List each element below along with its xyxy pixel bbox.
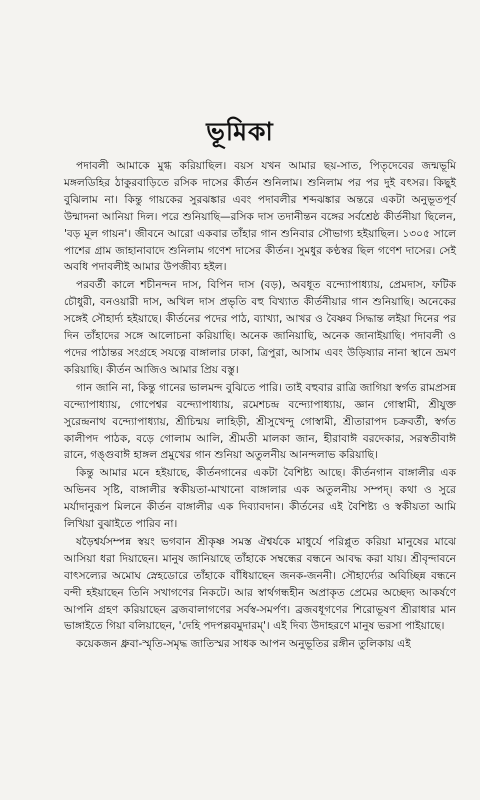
paragraph-3: গান জানি না, কিন্তু গানের ভালমন্দ বুঝিতে পারি। তাই বহুবার রাত্রি জাগিয়া স্বর্গত রামপ্রসন্ন বন্দ্যোপাধ্যায়, গোপেশ্বর বন্দ্যোপাধ্যায়, রমেশচন্দ্র বন্দ্যোপাধ্যায়, জ্ঞান গোস্বামী, শ্রীযুক্ত সুরেন্দ্রনাথ বন্দ্যোপাধ্যায়, শ্রীচিন্ময় লাহিড়ী, শ্রীসুখেন্দু গোস্বামী, শ্রীতারাপদ চক্রবর্তী, স্বর্গত কালীপদ পাঠক, বড়ে গোলাম আলি, শ্রীমতী মালকা জান, হীরাবাঈ বরদেকার, সরস্বতীবাঈ রানে, গঙ্গুবাঈ হাঙ্গল প্রমুখের গান শুনিয়া অতুলনীয় আনন্দলাভ করিয়াছি। bbox=[64, 381, 456, 462]
paragraph-5: ষড়ৈশ্বর্যসম্পন্ন স্বয়ং ভগবান শ্রীকৃষ্ণ সমস্ত ঐশ্বর্যকে মাধুর্যে পরিপ্লুত করিয়া মানুষের মাঝে আসিয়া ধরা দিয়াছেন। মানুষ জানিয়াছে তাঁহাকে সম্বন্ধের বন্ধনে আবদ্ধ করা যায়। শ্রীবৃন্দাবনে বাৎসল্যের অমোঘ স্নেহডোরে তাঁহাকে বাঁধিয়াছেন জনক-জননী। সৌহার্দ্যের অবিচ্ছিন্ন বন্ধনে বন্দী হইয়াছেন তিনি সখাগণের নিকটে। আর স্বার্থগন্ধহীন অপ্রাকৃত প্রেমের অচ্ছেদ্য আকর্ষণে আপনি গ্রহণ করিয়াছেন ব্রজবালাগণের সর্বস্ব-সমর্পণ। ব্রজবধূগণের শিরোভূষণ শ্রীরাধার মান ভাঙ্গাইতে গিয়া বলিয়াছেন, 'দেহি পদপল্লবমুদারম্'। এই দিব্য উদাহরণে মানুষ ভরসা পাইয়াছে। bbox=[64, 535, 456, 633]
paragraph-2: পরবর্তী কালে শচীনন্দন দাস, বিপিন দাস (বড়), অবধূত বন্দ্যোপাধ্যায়, প্রেমদাস, ফটিক চৌধুরী, বনওয়ারী দাস, অখিল দাস প্রভৃতি বহু বিখ্যাত কীর্তনীয়ার গান শুনিয়াছি। অনেকের সঙ্গেই সৌহার্দ্য হইয়াছে। কীর্তনের পদের পাঠ, ব্যাখ্যা, আখর ও বৈষ্ণব সিদ্ধান্ত লইয়া দিনের পর দিন তাঁহাদের সঙ্গে আলোচনা করিয়াছি। অনেক জানিয়াছি, অনেক জানাইয়াছি। পদাবলী ও পদের পাঠান্তর সংগ্রহে সযত্নে বাঙ্গালার ঢাকা, ত্রিপুরা, আসাম এবং উড়িষ্যার নানা স্থানে ভ্রমণ করিয়াছি। কীর্তন আজিও আমার প্রিয় বস্তু। bbox=[64, 279, 456, 376]
paragraph-4: কিন্তু আমার মনে হইয়াছে, কীর্তনগানের একটা বৈশিষ্ট্য আছে। কীর্তনগান বাঙ্গালীর এক অভিনব সৃষ্টি, বাঙ্গালীর স্বকীয়তা-মাখানো বাঙ্গালার এক অতুলনীয় সম্পদ্। কথা ও সুরে মর্যাদানুরূপ মিলনে কীর্তন বাঙ্গালীর এক দিব্যাবদান। কীর্তনের এই বৈশিষ্ট্য ও স্বকীয়তা আমি লিখিয়া বুঝাইতে পারিব না। bbox=[64, 467, 456, 531]
body-text bbox=[64, 158, 456, 653]
page-title: ভূমিকা bbox=[206, 117, 274, 146]
paragraph-6: কয়েকজন ধ্রুবা-স্মৃতি-সমৃদ্ধ জাতিস্মর সাধক আপন অনুভূতির রঙ্গীন তুলিকায় এই bbox=[76, 638, 411, 651]
paragraph-1: পদাবলী আমাকে মুগ্ধ করিয়াছিল। বয়স যখন আমার ছয়-সাত, পিতৃদেবের জন্মভূমি মঙ্গলডিহির ঠাকুরবাড়িতে রসিক দাসের কীর্তন শুনিলাম। শুনিলাম পর পর দুই বৎসর। কিছুই বুঝিলাম না। কিন্তু গায়কের সুরঝঙ্কার এবং পদাবলীর শব্দঝঙ্কার অন্তরে একটা অনুভূতপূর্ব উন্মাদনা আনিয়া দিল। পরে শুনিয়াছি—রসিক দাস তদানীন্তন বঙ্গের সর্বশ্রেষ্ঠ কীর্তনীয়া ছিলেন, 'বড় মূল গায়ন'। জীবনে আরো একবার তাঁহার গান শুনিবার সৌভাগ্য হইয়াছিল। ১৩০৫ সালে পাশের গ্রাম জাহানাবাদে শুনিলাম গণেশ দাসের কীর্তন। সুমধুর কণ্ঠস্বর ছিল গণেশ দাসের। সেই অবধি পদাবলীই আমার উপজীব্য হইল। bbox=[64, 160, 456, 274]
